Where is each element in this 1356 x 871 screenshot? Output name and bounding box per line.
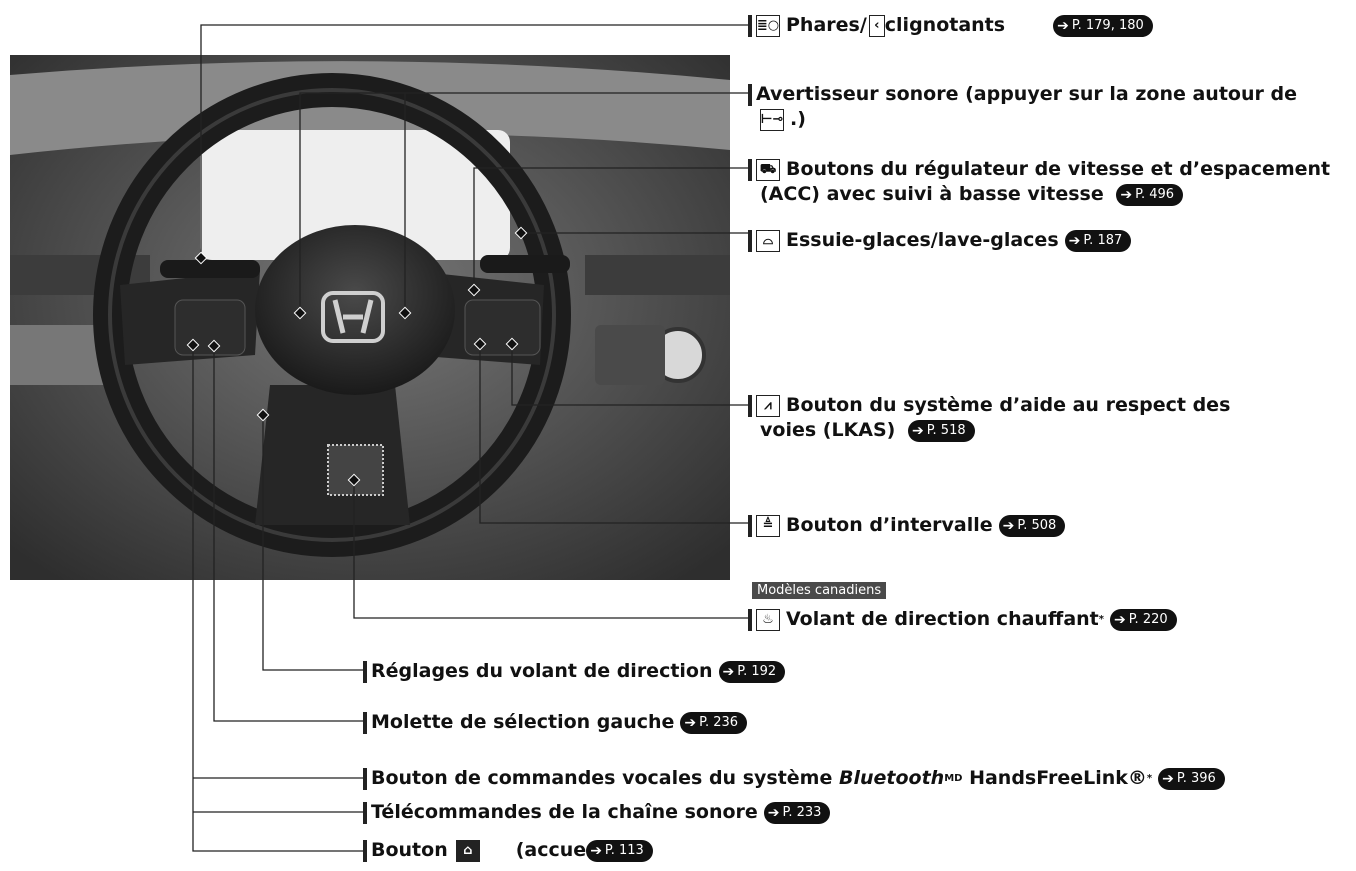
wiper-icon: ⌓ xyxy=(756,230,780,252)
label-bar xyxy=(748,84,752,106)
interval-text: Bouton d’intervalle xyxy=(786,514,993,536)
footnote-star: * xyxy=(1098,614,1104,625)
label-voice xyxy=(363,766,1225,791)
page-ref-text: P. 496 xyxy=(1135,186,1175,202)
label-wipers xyxy=(748,228,1131,253)
heated-wheel-icon: ♨ xyxy=(756,609,780,631)
ref-arrow-icon: ➔ xyxy=(722,663,735,680)
label-horn xyxy=(748,82,1348,132)
page-ref-lkas[interactable] xyxy=(908,420,975,442)
voice-sup: MD xyxy=(944,773,963,784)
steering-wheel-drawing xyxy=(10,55,730,580)
ref-arrow-icon: ➔ xyxy=(767,804,780,821)
acc-icon: ⛟ xyxy=(756,159,780,181)
label-heated-wheel xyxy=(748,607,1177,632)
label-acc xyxy=(748,157,1356,207)
turn-signal-text: clignotants xyxy=(884,14,1006,36)
ref-arrow-icon: ➔ xyxy=(590,842,602,859)
page-ref-acc[interactable] xyxy=(1116,184,1183,206)
lkas-text-2: voies (LKAS) xyxy=(760,419,896,441)
label-bar xyxy=(363,712,367,734)
page-ref-headlights[interactable] xyxy=(1053,15,1153,37)
page-ref-text: P. 233 xyxy=(782,804,822,820)
thumbwheel-text: Molette de sélection gauche xyxy=(371,711,675,733)
canadian-models-tag: Modèles canadiens xyxy=(752,582,886,599)
horn-text: Avertisseur sonore (appuyer sur la zone autour de xyxy=(756,83,1297,105)
footnote-star: * xyxy=(1146,773,1153,784)
label-wheel-adjust xyxy=(363,659,785,684)
horn-text-end: .) xyxy=(790,108,806,130)
home-icon: ⌂ xyxy=(456,840,480,862)
page-ref-text: P. 508 xyxy=(1017,517,1057,533)
page-ref-text: P. 179, 180 xyxy=(1071,17,1144,33)
wipers-text: Essuie-glaces/lave-glaces xyxy=(786,229,1059,251)
ref-arrow-icon: ➔ xyxy=(1002,517,1015,534)
page-ref-text: P. 192 xyxy=(737,663,777,679)
label-bar xyxy=(748,515,752,537)
voice-text: Bouton de commandes vocales du système xyxy=(371,767,839,789)
label-bar xyxy=(748,395,752,417)
acc-text-2: (ACC) avec suivi à basse vitesse xyxy=(760,183,1104,205)
ref-arrow-icon: ➔ xyxy=(1120,186,1133,203)
page-ref-home[interactable] xyxy=(586,840,653,862)
label-home xyxy=(363,838,653,863)
label-bar xyxy=(748,15,752,37)
label-lkas xyxy=(748,393,1348,443)
headlight-icon: ≣○ xyxy=(756,15,780,37)
page-ref-audio[interactable] xyxy=(764,802,831,824)
page-ref-adjust[interactable] xyxy=(719,661,786,683)
headlights-text: Phares/ xyxy=(786,14,867,36)
turn-signal-icon: ‹ xyxy=(869,15,885,37)
label-bar xyxy=(748,609,752,631)
voice-text-italic: Bluetooth xyxy=(838,767,945,789)
page-ref-text: P. 236 xyxy=(699,714,739,730)
home-text-b: (accue xyxy=(515,839,587,861)
acc-text: Boutons du régulateur de vitesse et d’espacement xyxy=(786,158,1331,180)
steering-wheel-photo xyxy=(10,55,730,580)
ref-arrow-icon: ➔ xyxy=(1114,611,1126,628)
label-bar xyxy=(363,840,367,862)
page-ref-text: P. 396 xyxy=(1176,770,1216,786)
label-bar xyxy=(748,159,752,181)
adjust-text: Réglages du volant de direction xyxy=(371,660,713,682)
page-ref-text: P. 187 xyxy=(1083,232,1123,248)
page-ref-text: P. 220 xyxy=(1128,611,1168,627)
page-ref-voice[interactable] xyxy=(1158,768,1225,790)
voice-text-b: HandsFreeLink® xyxy=(962,767,1147,789)
page-ref-text: P. 518 xyxy=(926,422,966,438)
lkas-text: Bouton du système d’aide au respect des xyxy=(786,394,1231,416)
page-ref-interval[interactable] xyxy=(999,515,1066,537)
label-bar xyxy=(363,661,367,683)
lkas-icon: ⩘ xyxy=(756,395,780,417)
label-interval xyxy=(748,513,1065,538)
page-ref-wipers[interactable] xyxy=(1065,230,1132,252)
ref-arrow-icon: ➔ xyxy=(684,714,697,731)
ref-arrow-icon: ➔ xyxy=(1057,17,1069,34)
page-ref-thumbwheel[interactable] xyxy=(680,712,747,734)
audio-text: Télécommandes de la chaîne sonore xyxy=(371,801,758,823)
label-thumbwheel xyxy=(363,710,747,735)
ref-arrow-icon: ➔ xyxy=(1068,232,1081,249)
label-audio xyxy=(363,800,830,825)
ref-arrow-icon: ➔ xyxy=(1162,770,1174,787)
horn-icon: ⊢⊸ xyxy=(760,109,784,131)
interval-icon: ≜ xyxy=(756,515,780,537)
page-ref-heated[interactable] xyxy=(1110,609,1177,631)
heated-text: Volant de direction chauffant xyxy=(786,608,1099,630)
label-bar xyxy=(363,802,367,824)
label-headlights xyxy=(748,13,1153,38)
label-bar xyxy=(363,768,367,790)
page-ref-text: P. 113 xyxy=(604,842,644,858)
ref-arrow-icon: ➔ xyxy=(911,422,924,439)
label-bar xyxy=(748,230,752,252)
home-text: Bouton xyxy=(371,839,448,861)
